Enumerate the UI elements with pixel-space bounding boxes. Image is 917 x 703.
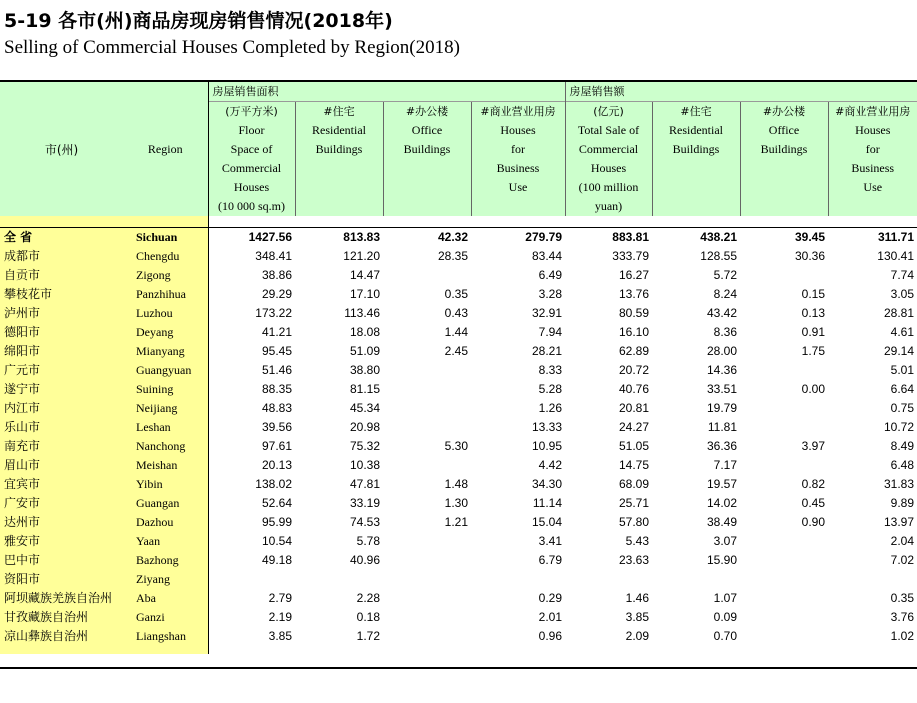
header-group-sale: 房屋销售额 <box>565 82 917 102</box>
city-name-cn: 广安市 <box>0 494 123 513</box>
bottom-rule <box>0 667 917 669</box>
value-cell <box>383 589 471 608</box>
value-cell <box>740 361 828 380</box>
value-cell <box>383 627 471 646</box>
value-cell: 1.07 <box>713 591 737 605</box>
table-row <box>0 627 917 646</box>
value-cell: 18.08 <box>349 325 380 339</box>
city-name-cn: 内江市 <box>0 399 123 418</box>
table-row <box>0 570 917 589</box>
region-name-en: Luzhou <box>123 304 208 323</box>
value-cell: 51.05 <box>618 439 649 453</box>
header-column-en-line: Buildings <box>403 142 451 156</box>
value-cell: 16.27 <box>618 268 649 282</box>
value-cell: 14.36 <box>706 363 737 377</box>
value-cell: 173.22 <box>255 306 292 320</box>
region-name-en: Dazhou <box>123 513 208 532</box>
table-row <box>0 437 917 456</box>
header-column-3 <box>383 102 471 217</box>
value-cell: 42.32 <box>437 230 468 244</box>
value-cell: 33.51 <box>706 382 737 396</box>
value-cell: 6.64 <box>890 382 914 396</box>
region-name-en: Suining <box>123 380 208 399</box>
value-cell <box>295 570 383 589</box>
table-row <box>0 456 917 475</box>
value-cell: 83.44 <box>531 249 562 263</box>
region-name-en: Aba <box>123 589 208 608</box>
city-name-cn: 凉山彝族自治州 <box>0 627 123 646</box>
header-city-cn: 市(州) <box>44 142 79 157</box>
value-cell: 3.85 <box>625 610 649 624</box>
header-column-en-line: Office <box>411 123 443 137</box>
city-name-cn: 雅安市 <box>0 532 123 551</box>
value-cell: 10.54 <box>261 534 292 548</box>
table-row <box>0 285 917 304</box>
value-cell: 6.49 <box>538 268 562 282</box>
value-cell: 75.32 <box>349 439 380 453</box>
table-row <box>0 418 917 437</box>
value-cell: 138.02 <box>255 477 292 491</box>
value-cell: 13.97 <box>883 515 914 529</box>
header-column-2 <box>295 102 383 217</box>
value-cell: 1.26 <box>538 401 562 415</box>
value-cell: 97.61 <box>261 439 292 453</box>
header-column-8 <box>828 102 917 217</box>
header-column-cn: #商业营业用房 <box>480 105 556 118</box>
value-cell <box>383 532 471 551</box>
region-name-en: Yibin <box>123 475 208 494</box>
header-column-en-line: Use <box>508 180 528 194</box>
header-column-cn: #商业营业用房 <box>835 105 911 118</box>
header-column-cn: #住宅 <box>680 105 712 118</box>
value-cell: 3.85 <box>268 629 292 643</box>
city-name-cn: 遂宁市 <box>0 380 123 399</box>
value-cell: 36.36 <box>706 439 737 453</box>
value-cell: 20.72 <box>618 363 649 377</box>
value-cell: 38.49 <box>706 515 737 529</box>
header-column-en-line: for <box>865 142 880 156</box>
value-cell: 5.43 <box>625 534 649 548</box>
table-row <box>0 323 917 342</box>
city-name-cn: 成都市 <box>0 247 123 266</box>
value-cell: 23.63 <box>618 553 649 567</box>
value-cell: 4.42 <box>538 458 562 472</box>
value-cell: 13.33 <box>531 420 562 434</box>
header-column-en-line: Residential <box>312 123 366 137</box>
value-cell <box>740 399 828 418</box>
value-cell <box>740 418 828 437</box>
header-column-en-line: Office <box>768 123 800 137</box>
table-row <box>0 494 917 513</box>
region-name-en: Yaan <box>123 532 208 551</box>
region-name-en: Guangan <box>123 494 208 513</box>
table-row <box>0 247 917 266</box>
region-name-en: Nanchong <box>123 437 208 456</box>
city-name-cn: 广元市 <box>0 361 123 380</box>
value-cell: 28.81 <box>883 306 914 320</box>
value-cell: 88.35 <box>261 382 292 396</box>
value-cell: 15.04 <box>531 515 562 529</box>
header-column-cn: #办公楼 <box>762 105 806 118</box>
city-name-cn: 巴中市 <box>0 551 123 570</box>
value-cell <box>740 456 828 475</box>
value-cell: 1.21 <box>444 515 468 529</box>
header-column-cn: #住宅 <box>323 105 355 118</box>
value-cell: 5.72 <box>713 268 737 282</box>
value-cell: 2.28 <box>356 591 380 605</box>
value-cell: 30.36 <box>794 249 825 263</box>
value-cell: 3.05 <box>890 287 914 301</box>
value-cell: 1.72 <box>356 629 380 643</box>
header-column-6 <box>652 102 740 217</box>
header-column-5 <box>565 102 652 217</box>
table-title-en: Selling of Commercial Houses Completed by Region(2018) <box>4 37 460 58</box>
value-cell <box>828 570 917 589</box>
value-cell: 6.79 <box>538 553 562 567</box>
value-cell: 0.91 <box>801 325 825 339</box>
value-cell: 5.28 <box>538 382 562 396</box>
header-column-en-line: Business <box>851 161 895 175</box>
value-cell: 28.21 <box>531 344 562 358</box>
value-cell: 10.72 <box>883 420 914 434</box>
value-cell <box>740 551 828 570</box>
value-cell: 2.04 <box>890 534 914 548</box>
header-column-cn: #办公楼 <box>405 105 449 118</box>
data-table <box>0 82 917 654</box>
value-cell: 5.78 <box>356 534 380 548</box>
city-name-cn: 自贡市 <box>0 266 123 285</box>
table-row <box>0 380 917 399</box>
value-cell: 33.19 <box>349 496 380 510</box>
value-cell: 2.45 <box>444 344 468 358</box>
value-cell: 45.34 <box>349 401 380 415</box>
header-column-en-line: Floor <box>238 123 265 137</box>
value-cell: 0.29 <box>538 591 562 605</box>
value-cell: 1.46 <box>625 591 649 605</box>
value-cell: 0.09 <box>713 610 737 624</box>
table-title-cn: 5-19 各市(州)商品房现房销售情况(2018年) <box>4 10 393 32</box>
value-cell: 3.28 <box>538 287 562 301</box>
value-cell: 0.45 <box>801 496 825 510</box>
header-column-cn: (万平方米) <box>225 105 278 118</box>
value-cell: 14.47 <box>349 268 380 282</box>
header-region-en: Region <box>123 82 208 216</box>
region-name-en: Zigong <box>123 266 208 285</box>
header-column-en-line: Use <box>863 180 883 194</box>
value-cell: 39.45 <box>794 230 825 244</box>
value-cell: 8.49 <box>890 439 914 453</box>
value-cell: 11.14 <box>532 496 562 510</box>
header-column-en-line: Buildings <box>672 142 720 156</box>
table-row <box>0 304 917 323</box>
value-cell: 34.30 <box>531 477 562 491</box>
value-cell: 2.01 <box>538 610 562 624</box>
region-name-en: Meishan <box>123 456 208 475</box>
value-cell: 51.46 <box>261 363 292 377</box>
value-cell: 0.82 <box>801 477 825 491</box>
region-name-en: Sichuan <box>123 228 208 248</box>
city-name-cn: 甘孜藏族自治州 <box>0 608 123 627</box>
table-row <box>0 513 917 532</box>
city-name-cn: 乐山市 <box>0 418 123 437</box>
value-cell <box>740 608 828 627</box>
value-cell <box>740 266 828 285</box>
value-cell: 0.35 <box>444 287 468 301</box>
value-cell: 128.55 <box>700 249 737 263</box>
value-cell: 20.81 <box>618 401 649 415</box>
value-cell: 47.81 <box>349 477 380 491</box>
region-name-en: Guangyuan <box>123 361 208 380</box>
region-name-en: Neijiang <box>123 399 208 418</box>
region-name-en: Bazhong <box>123 551 208 570</box>
region-name-en: Ziyang <box>123 570 208 589</box>
value-cell <box>383 361 471 380</box>
value-cell: 6.48 <box>890 458 914 472</box>
header-column-4 <box>471 102 565 217</box>
value-cell: 0.00 <box>801 382 825 396</box>
value-cell: 38.86 <box>261 268 292 282</box>
value-cell: 1.44 <box>444 325 468 339</box>
value-cell: 8.36 <box>713 325 737 339</box>
value-cell: 7.02 <box>890 553 914 567</box>
header-column-en-line: Houses <box>500 123 536 137</box>
value-cell <box>383 418 471 437</box>
table-row <box>0 532 917 551</box>
city-name-cn: 泸州市 <box>0 304 123 323</box>
region-name-en: Leshan <box>123 418 208 437</box>
header-column-en-line: Buildings <box>760 142 808 156</box>
value-cell: 20.98 <box>349 420 380 434</box>
value-cell: 438.21 <box>700 230 737 244</box>
value-cell: 38.80 <box>349 363 380 377</box>
city-name-cn: 眉山市 <box>0 456 123 475</box>
value-cell: 95.99 <box>261 515 292 529</box>
value-cell: 28.00 <box>706 344 737 358</box>
value-cell <box>383 551 471 570</box>
header-column-en-line: Residential <box>669 123 723 137</box>
value-cell: 0.18 <box>356 610 380 624</box>
value-cell: 19.57 <box>706 477 737 491</box>
table-row <box>0 399 917 418</box>
value-cell <box>471 570 565 589</box>
value-cell: 14.75 <box>618 458 649 472</box>
value-cell: 3.97 <box>801 439 825 453</box>
value-cell: 68.09 <box>618 477 649 491</box>
table-row <box>0 608 917 627</box>
city-name-cn: 达州市 <box>0 513 123 532</box>
value-cell: 7.74 <box>890 268 914 282</box>
header-column-en-line: Total Sale of <box>577 123 640 137</box>
header-column-en-line: for <box>511 142 525 156</box>
city-name-cn: 攀枝花市 <box>0 285 123 304</box>
value-cell: 41.21 <box>261 325 292 339</box>
value-cell <box>383 570 471 589</box>
header-column-en-line: yuan) <box>594 199 623 213</box>
value-cell: 32.91 <box>531 306 562 320</box>
table-row <box>0 589 917 608</box>
value-cell: 0.70 <box>713 629 737 643</box>
value-cell: 11.81 <box>707 420 737 434</box>
value-cell: 10.38 <box>349 458 380 472</box>
value-cell: 39.56 <box>261 420 292 434</box>
header-column-en-line: Commercial <box>578 142 639 156</box>
value-cell: 5.30 <box>444 439 468 453</box>
value-cell <box>565 570 652 589</box>
city-name-cn: 全 省 <box>0 228 123 248</box>
value-cell: 1.75 <box>801 344 825 358</box>
header-column-1 <box>208 102 295 217</box>
value-cell <box>652 570 740 589</box>
value-cell: 20.13 <box>261 458 292 472</box>
table-row <box>0 551 917 570</box>
header-column-7 <box>740 102 828 217</box>
value-cell: 0.43 <box>444 306 468 320</box>
table-row <box>0 475 917 494</box>
value-cell: 48.83 <box>261 401 292 415</box>
value-cell: 81.15 <box>349 382 380 396</box>
city-name-cn: 阿坝藏族羌族自治州 <box>0 589 123 608</box>
value-cell: 9.89 <box>890 496 914 510</box>
value-cell <box>383 380 471 399</box>
region-name-en: Deyang <box>123 323 208 342</box>
region-name-en: Liangshan <box>123 627 208 646</box>
value-cell: 24.27 <box>618 420 649 434</box>
value-cell: 279.79 <box>525 230 562 244</box>
value-cell: 16.10 <box>618 325 649 339</box>
value-cell <box>383 399 471 418</box>
value-cell <box>383 608 471 627</box>
city-name-cn: 绵阳市 <box>0 342 123 361</box>
header-column-en-line: Business <box>496 161 540 175</box>
value-cell: 51.09 <box>349 344 380 358</box>
value-cell: 3.07 <box>713 534 737 548</box>
value-cell: 0.90 <box>801 515 825 529</box>
city-name-cn: 德阳市 <box>0 323 123 342</box>
region-name-en: Mianyang <box>123 342 208 361</box>
value-cell <box>740 570 828 589</box>
header-column-en-line: Buildings <box>315 142 363 156</box>
table-row <box>0 361 917 380</box>
value-cell: 311.71 <box>877 230 914 244</box>
value-cell: 0.96 <box>538 629 562 643</box>
value-cell: 29.14 <box>883 344 914 358</box>
table-row <box>0 342 917 361</box>
value-cell: 813.83 <box>343 230 380 244</box>
value-cell <box>740 627 828 646</box>
value-cell: 29.29 <box>261 287 292 301</box>
value-cell: 1427.56 <box>248 230 292 244</box>
value-cell: 19.79 <box>706 401 737 415</box>
value-cell: 95.45 <box>261 344 292 358</box>
value-cell: 13.76 <box>618 287 649 301</box>
value-cell: 43.42 <box>706 306 737 320</box>
value-cell: 40.96 <box>349 553 380 567</box>
region-name-en: Panzhihua <box>123 285 208 304</box>
total-row <box>0 228 917 248</box>
value-cell: 0.13 <box>801 306 825 320</box>
value-cell: 3.76 <box>890 610 914 624</box>
city-name-cn: 南充市 <box>0 437 123 456</box>
value-cell: 15.90 <box>706 553 737 567</box>
value-cell: 348.41 <box>255 249 292 263</box>
value-cell: 80.59 <box>618 306 649 320</box>
value-cell: 0.75 <box>890 401 914 415</box>
value-cell: 2.19 <box>268 610 292 624</box>
value-cell: 40.76 <box>618 382 649 396</box>
value-cell: 28.35 <box>437 249 468 263</box>
value-cell: 113.46 <box>344 306 380 320</box>
value-cell <box>383 456 471 475</box>
value-cell: 17.10 <box>349 287 380 301</box>
table-row <box>0 266 917 285</box>
header-column-cn: (亿元) <box>593 105 624 118</box>
header-column-en-line: Houses <box>855 123 891 137</box>
value-cell: 25.71 <box>618 496 649 510</box>
value-cell: 3.41 <box>538 534 562 548</box>
value-cell <box>740 532 828 551</box>
value-cell: 2.09 <box>625 629 649 643</box>
value-cell: 14.02 <box>706 496 737 510</box>
value-cell: 8.33 <box>538 363 562 377</box>
value-cell: 10.95 <box>531 439 562 453</box>
value-cell: 49.18 <box>261 553 292 567</box>
value-cell: 1.02 <box>890 629 914 643</box>
value-cell: 333.79 <box>612 249 649 263</box>
city-name-cn: 资阳市 <box>0 570 123 589</box>
header-column-en-line: Houses <box>590 161 627 175</box>
value-cell: 130.41 <box>877 249 914 263</box>
value-cell: 1.30 <box>444 496 468 510</box>
value-cell: 883.81 <box>612 230 649 244</box>
value-cell: 8.24 <box>713 287 737 301</box>
value-cell: 0.35 <box>890 591 914 605</box>
region-name-en: Ganzi <box>123 608 208 627</box>
value-cell: 62.89 <box>618 344 649 358</box>
value-cell: 4.61 <box>890 325 914 339</box>
value-cell <box>740 589 828 608</box>
header-column-en-line: Houses <box>233 180 270 194</box>
value-cell <box>208 570 295 589</box>
value-cell: 0.15 <box>801 287 825 301</box>
value-cell: 57.80 <box>618 515 649 529</box>
value-cell <box>383 266 471 285</box>
header-column-en-line: (10 000 sq.m) <box>218 199 285 213</box>
value-cell: 7.17 <box>713 458 737 472</box>
value-cell: 121.20 <box>343 249 380 263</box>
value-cell: 1.48 <box>444 477 468 491</box>
value-cell: 52.64 <box>261 496 292 510</box>
value-cell: 7.94 <box>538 325 562 339</box>
city-name-cn: 宜宾市 <box>0 475 123 494</box>
value-cell: 74.53 <box>349 515 380 529</box>
header-column-en-line: Commercial <box>221 161 282 175</box>
header-column-en-line: Space of <box>230 142 273 156</box>
value-cell: 2.79 <box>268 591 292 605</box>
value-cell: 31.83 <box>883 477 914 491</box>
header-column-en-line: (100 million <box>578 180 639 194</box>
header-group-area: 房屋销售面积 <box>212 85 279 98</box>
region-name-en: Chengdu <box>123 247 208 266</box>
value-cell: 5.01 <box>890 363 914 377</box>
